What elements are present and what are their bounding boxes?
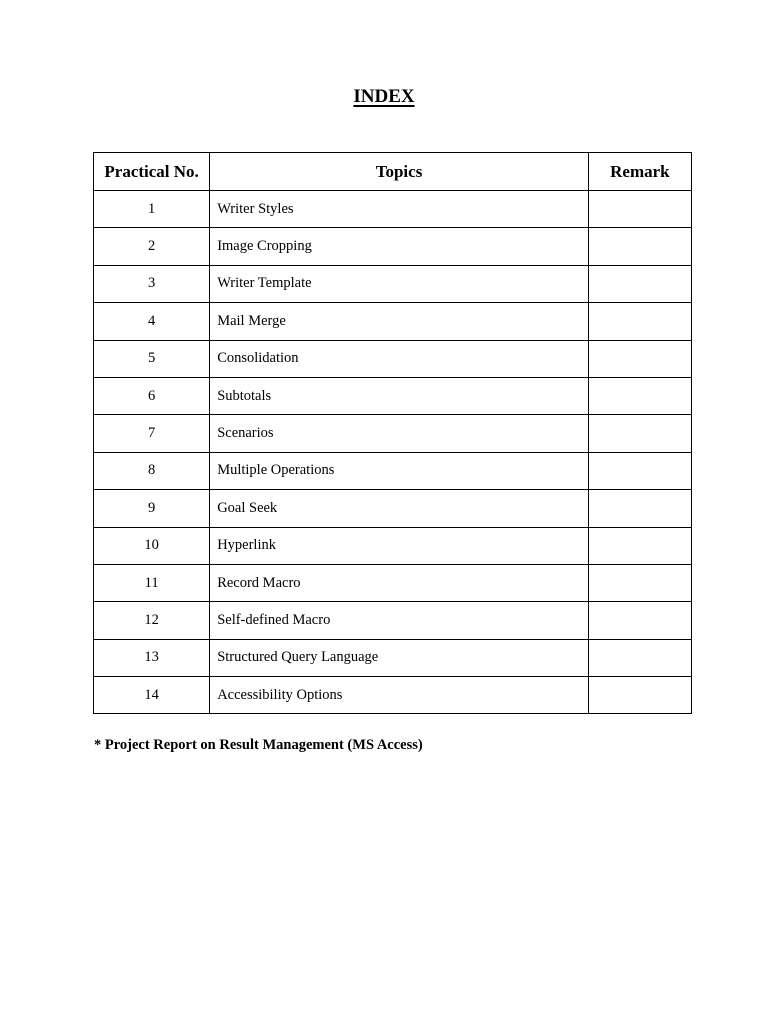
table-row	[94, 303, 692, 340]
practical-no-cell: 10	[94, 527, 210, 564]
practical-no-cell: 4	[94, 303, 210, 340]
topic-cell: Subtotals	[210, 377, 589, 414]
practical-no-cell: 9	[94, 490, 210, 527]
project-report-footnote: * Project Report on Result Management (MS Access)	[94, 737, 423, 753]
practical-no-cell: 11	[94, 564, 210, 601]
header-remark: Remark	[588, 153, 691, 191]
table-row	[94, 265, 692, 302]
practical-no-cell: 6	[94, 377, 210, 414]
table-row	[94, 602, 692, 639]
practical-no-cell: 8	[94, 452, 210, 489]
table-row	[94, 415, 692, 452]
remark-cell	[588, 639, 691, 676]
remark-cell	[588, 303, 691, 340]
topic-cell: Self-defined Macro	[210, 602, 589, 639]
remark-cell	[588, 602, 691, 639]
remark-cell	[588, 415, 691, 452]
practical-no-cell: 3	[94, 265, 210, 302]
practical-no-cell: 12	[94, 602, 210, 639]
table-row	[94, 228, 692, 265]
remark-cell	[588, 452, 691, 489]
topic-cell: Structured Query Language	[210, 639, 589, 676]
practical-no-cell: 5	[94, 340, 210, 377]
topic-cell: Writer Template	[210, 265, 589, 302]
remark-cell	[588, 527, 691, 564]
table-row	[94, 564, 692, 601]
table-row	[94, 639, 692, 676]
remark-cell	[588, 677, 691, 714]
header-topics: Topics	[210, 153, 589, 191]
page-title: INDEX	[353, 86, 415, 107]
practical-no-cell: 1	[94, 191, 210, 228]
table-row	[94, 677, 692, 714]
index-table	[93, 152, 692, 714]
topic-cell: Multiple Operations	[210, 452, 589, 489]
remark-cell	[588, 265, 691, 302]
table-row	[94, 490, 692, 527]
practical-no-cell: 14	[94, 677, 210, 714]
topic-cell: Image Cropping	[210, 228, 589, 265]
table-row	[94, 452, 692, 489]
remark-cell	[588, 191, 691, 228]
topic-cell: Goal Seek	[210, 490, 589, 527]
topic-cell: Hyperlink	[210, 527, 589, 564]
remark-cell	[588, 564, 691, 601]
table-row	[94, 191, 692, 228]
table-row	[94, 340, 692, 377]
remark-cell	[588, 228, 691, 265]
table-header-row	[94, 153, 692, 191]
practical-no-cell: 2	[94, 228, 210, 265]
topic-cell: Accessibility Options	[210, 677, 589, 714]
topic-cell: Mail Merge	[210, 303, 589, 340]
remark-cell	[588, 490, 691, 527]
topic-cell: Scenarios	[210, 415, 589, 452]
table-row	[94, 377, 692, 414]
header-practical-no: Practical No.	[94, 153, 210, 191]
table-row	[94, 527, 692, 564]
remark-cell	[588, 340, 691, 377]
practical-no-cell: 13	[94, 639, 210, 676]
practical-no-cell: 7	[94, 415, 210, 452]
topic-cell: Record Macro	[210, 564, 589, 601]
topic-cell: Writer Styles	[210, 191, 589, 228]
remark-cell	[588, 377, 691, 414]
topic-cell: Consolidation	[210, 340, 589, 377]
